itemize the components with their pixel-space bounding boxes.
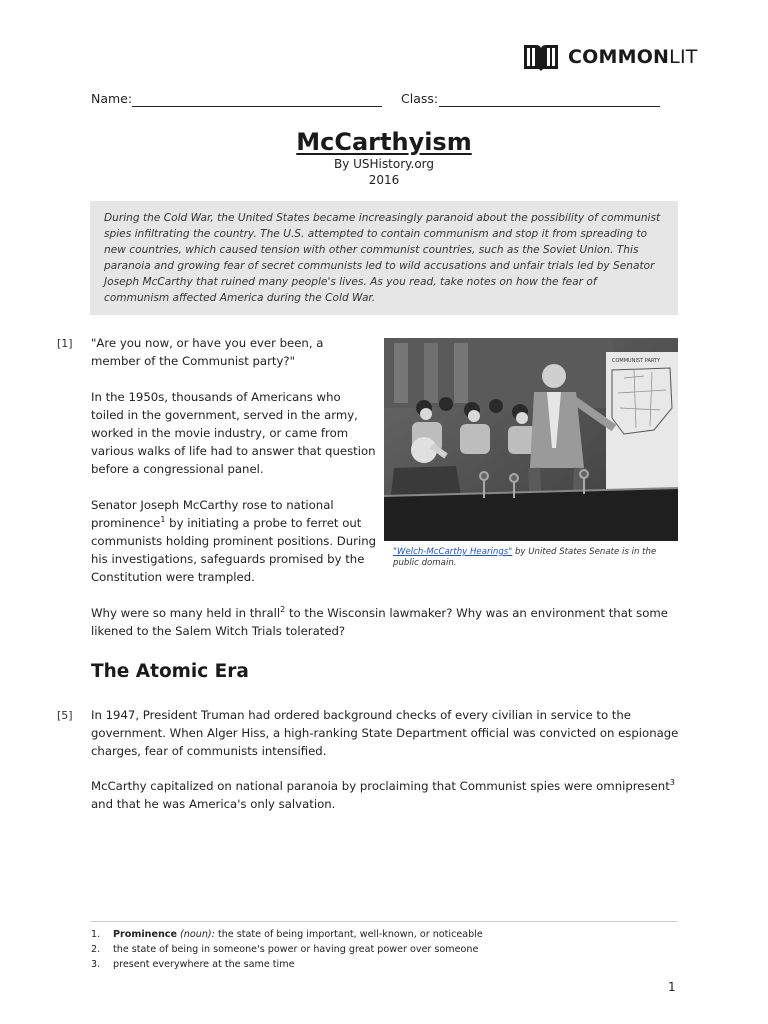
byline: By USHistory.org (333, 157, 435, 171)
footnote-ref-2[interactable]: 2 (280, 605, 286, 615)
paragraph-2: In the 1950s, thousands of Americans who toiled in the government, served in the army, worked in the movie industry, or came from various walks of life had to answer that question before a congressional panel. (91, 390, 376, 476)
section-heading: The Atomic Era (91, 661, 249, 682)
page-title: McCarthyism (296, 128, 472, 156)
name-label: Name: (91, 91, 133, 106)
class-field[interactable] (439, 106, 660, 107)
paragraph-1: "Are you now, or have you ever been, a member of the Communist party?" (91, 336, 324, 368)
footnote-ref-1[interactable]: 1 (160, 515, 166, 525)
photo-caption: "Welch-McCarthy Hearings" by United States Senate is in the public domain. (393, 547, 657, 568)
year: 2016 (368, 173, 400, 187)
paragraph-number-5: [5] (57, 709, 73, 722)
paragraph-6: McCarthy capitalized on national paranoia by proclaiming that Communist spies were omnipresent$^3$ and that he was America's only salvation. (91, 778, 675, 811)
intro-text: During the Cold War, the United States became increasingly paranoid about the possibility of communist spies infiltrating the country. The U.S. attempted to contain communism and stop it from spreading to new countries, which caused tension with other communist countries, such as the Soviet Union. This paranoia and growing fear of secret communists led to wild accusations and unfair trials led by Senator Joseph McCarthy that ruined many people's lives. As you read, take notes on how the fear of communism affected America during the Cold War. (104, 212, 661, 304)
book-icon (522, 42, 560, 72)
paragraph-3: Senator Joseph McCarthy rose to national prominence$^1$ by initiating a probe to ferret out communists holding prominent positions. During his investigations, safeguards promised by the Constitution were trampled. (91, 498, 377, 584)
intro-box (90, 201, 678, 315)
paragraph-4: Why were so many held in thrall$^2$ to the Wisconsin lawmaker? Why was an environment that some likened to the Salem Witch Trials tolerated? (91, 605, 668, 638)
footnote-2: 2. the state of being in someone's power or having great power over someone (91, 944, 479, 955)
footnote-ref-3[interactable]: 3 (669, 778, 675, 788)
paragraph-5: In 1947, President Truman had ordered background checks of every civilian in service to the government. When Alger Hiss, a high-ranking State Department official was convicted on espionage charges, fear of communists intensified. (91, 708, 679, 758)
brand-name: COMMONLIT (568, 46, 698, 68)
photo-caption-link[interactable]: "Welch-McCarthy Hearings" (393, 547, 513, 557)
class-label: Class: (401, 91, 439, 106)
page-number: 1 (668, 980, 676, 994)
footnote-3: 3. present everywhere at the same time (91, 959, 295, 970)
footnote-1: 1. Prominence (noun): the state of being important, well-known, or noticeable (91, 929, 483, 940)
paragraph-number-1: [1] (57, 337, 73, 350)
commonlit-logo (522, 40, 698, 74)
hearing-photo (384, 338, 678, 541)
footnote-divider (90, 921, 678, 922)
map-board-label: COMMUNIST PARTY (612, 358, 661, 364)
name-field[interactable] (132, 106, 382, 107)
